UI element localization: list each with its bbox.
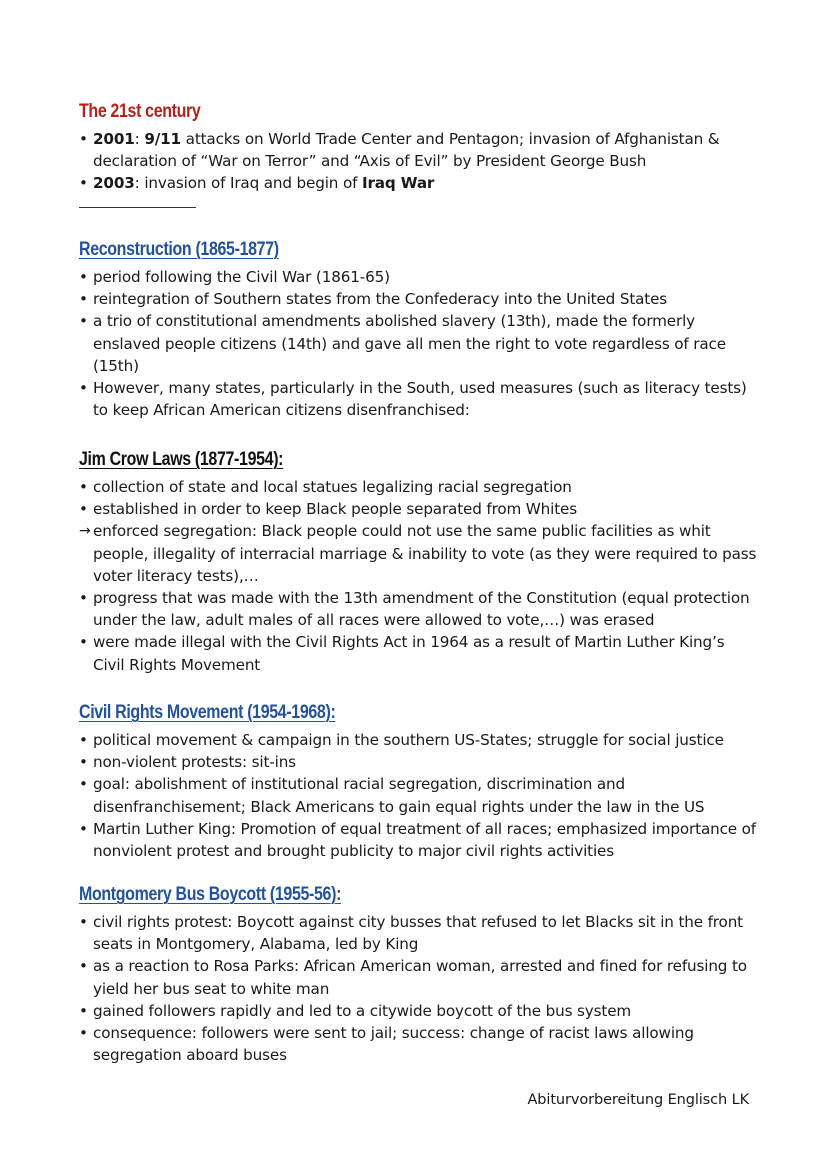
event-iraq-war: Iraq War (361, 174, 435, 193)
page-footer: Abiturvorbereitung Englisch LK (527, 1092, 749, 1108)
list-item (79, 729, 759, 751)
item-text: goal: abolishment of institutional racial segregation, discrimination and disenfranchisement; Black Americans to gain equal rights under the law in the US (93, 775, 705, 816)
bullet-marker: • (79, 589, 88, 608)
bullet-marker: • (79, 268, 88, 286)
list-item (79, 818, 759, 862)
arrow-icon: → (79, 523, 91, 540)
bullet-marker: • (79, 1001, 88, 1020)
item-text: consequence: followers were sent to jail; success: change of racist laws allowing segregation aboard buses (93, 1024, 694, 1065)
bullet-marker: • (79, 130, 88, 148)
bullet-marker: • (79, 819, 88, 838)
list-21st-century (79, 128, 759, 195)
list-item (79, 377, 759, 421)
event-9-11: 9/11 (144, 130, 181, 148)
bullet-marker: • (79, 1024, 88, 1043)
heading-jim-crow-laws: Jim Crow Laws (1877-1954): (79, 449, 284, 470)
bullet-marker: • (79, 633, 88, 652)
item-text: established in order to keep Black people separated from Whites (93, 500, 577, 519)
section-21st-century (79, 100, 759, 208)
bullet-marker: • (79, 500, 88, 519)
item-text: enforced segregation: Black people could not use the same public facilities as whit people, illegality of interracial marriage & inability to vote (as they were required to pass voter literacy tests),… (93, 522, 757, 585)
list-montgomery-bus-boycott (79, 911, 759, 1066)
bullet-marker: • (79, 753, 88, 772)
bullet-marker: • (79, 174, 88, 193)
item-text: collection of state and local statues legalizing racial segregation (93, 478, 572, 496)
item-text: political movement & campaign in the southern US-States; struggle for social justice (93, 731, 724, 749)
document-page (79, 100, 759, 1065)
list-item (79, 955, 759, 999)
section-montgomery-bus-boycott (79, 883, 759, 1066)
list-item (79, 751, 759, 773)
list-item (79, 266, 759, 288)
list-jim-crow-laws (79, 476, 759, 676)
heading-21st-century: The 21st century (79, 101, 201, 122)
bullet-marker: • (79, 312, 88, 331)
bullet-marker: • (79, 290, 88, 309)
item-text: attacks on World Trade Center and Pentagon; invasion of Afghanistan & declaration of “War on Terror” and “Axis of Evil” by President George Bush (93, 130, 720, 171)
section-reconstruction (79, 238, 759, 421)
heading-montgomery-bus-boycott: Montgomery Bus Boycott (1955-56): (79, 884, 342, 905)
heading-civil-rights-movement: Civil Rights Movement (1954-1968): (79, 702, 336, 723)
list-item (79, 498, 759, 520)
heading-reconstruction: Reconstruction (1865-1877) (79, 239, 279, 260)
list-item (79, 1000, 759, 1022)
list-item-arrow (79, 520, 759, 587)
bullet-marker: • (79, 379, 88, 398)
item-text: : invasion of Iraq and begin of (134, 174, 362, 193)
list-item (79, 773, 759, 817)
item-text: progress that was made with the 13th amendment of the Constitution (equal protection under the law, adult males of all races were allowed to vote,…) was erased (93, 589, 750, 630)
bullet-marker: • (79, 775, 88, 794)
item-text: civil rights protest: Boycott against city busses that refused to let Blacks sit in the front seats in Montgomery, Alabama, led by King (93, 913, 743, 954)
item-text: were made illegal with the Civil Rights Act in 1964 as a result of Martin Luther King’s Civil Rights Movement (93, 633, 725, 674)
list-item (79, 476, 759, 498)
list-item (79, 310, 759, 377)
bullet-marker: • (79, 731, 88, 749)
item-text: gained followers rapidly and led to a citywide boycott of the bus system (93, 1001, 632, 1020)
bullet-marker: • (79, 957, 88, 976)
list-civil-rights-movement (79, 729, 759, 862)
list-reconstruction (79, 266, 759, 421)
divider (79, 207, 196, 208)
year-2003: 2003 (93, 174, 135, 193)
item-text: a trio of constitutional amendments abolished slavery (13th), made the formerly enslaved people citizens (14th) and gave all men the right to vote regardless of race (15th) (93, 312, 726, 375)
list-item (79, 631, 759, 675)
section-jim-crow-laws (79, 448, 759, 676)
item-text: Martin Luther King: Promotion of equal treatment of all races; emphasized importance of nonviolent protest and brought publicity to major civil rights activities (93, 819, 756, 861)
bullet-marker: • (79, 478, 88, 496)
item-text: period following the Civil War (1861-65) (93, 268, 390, 286)
list-item (79, 1022, 759, 1066)
list-item (79, 911, 759, 955)
year-2001: 2001 (93, 130, 135, 148)
list-item (79, 128, 759, 172)
list-item (79, 172, 759, 194)
bullet-marker: • (79, 913, 88, 931)
item-text: as a reaction to Rosa Parks: African American woman, arrested and fined for refusing to yield her bus seat to white man (93, 957, 747, 998)
item-text: However, many states, particularly in the South, used measures (such as literacy tests) to keep African American citizens disenfranchised: (93, 379, 747, 420)
item-text: reintegration of Southern states from the Confederacy into the United States (93, 290, 668, 309)
item-text: non-violent protests: sit-ins (93, 753, 296, 772)
separator: : (134, 130, 145, 148)
section-civil-rights-movement (79, 701, 759, 862)
list-item (79, 288, 759, 310)
list-item (79, 587, 759, 631)
